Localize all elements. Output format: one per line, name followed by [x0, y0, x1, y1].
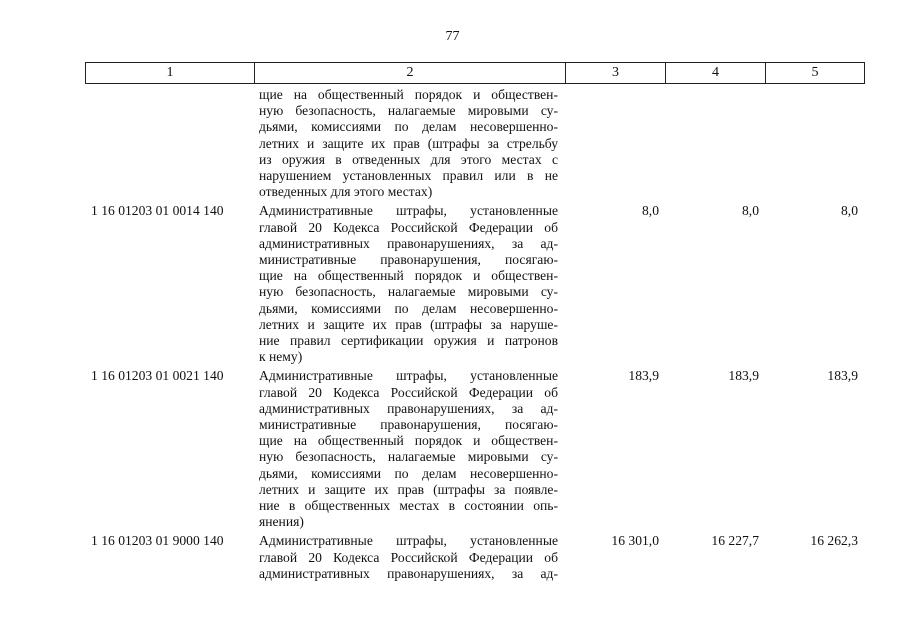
description-line: административных правонарушениях, за ад- [259, 565, 558, 581]
table-row [85, 203, 865, 365]
description-line: нарушением установленных правил или в не [259, 168, 558, 184]
description-line: янения) [259, 514, 304, 530]
table-body [85, 87, 865, 582]
table-row [85, 368, 865, 530]
description-cell [253, 533, 564, 582]
description-line: дьями, комиссиями по делам несовершенно- [259, 465, 558, 481]
description-line: главой 20 Кодекса Российской Федерации об [259, 549, 558, 565]
description-line: щие на общественный порядок и обществен- [259, 433, 558, 449]
description-line: ную безопасность, налагаемые мировыми су- [259, 449, 558, 465]
value-col5-cell: 8,0 [841, 203, 858, 219]
value-col5-cell: 183,9 [827, 368, 858, 384]
description-line: главой 20 Кодекса Российской Федерации об [259, 219, 558, 235]
column-header-1: 1 [166, 65, 174, 80]
description-line: летних и защите их прав (штрафы за наруше- [259, 316, 558, 332]
description-line: административных правонарушениях, за ад- [259, 400, 558, 416]
description-line: Административные штрафы, установленные [259, 203, 558, 219]
description-line: административных правонарушениях, за ад- [259, 235, 558, 251]
value-col4-cell: 16 227,7 [711, 533, 759, 549]
description-line: Административные штрафы, установленные [259, 368, 558, 384]
description-cell [253, 368, 564, 530]
description-line: ние в общественных местах в состоянии опь- [259, 498, 558, 514]
column-header-3: 3 [565, 63, 665, 83]
budget-code-cell: 1 16 01203 01 9000 140 [91, 533, 224, 549]
value-col4-cell [664, 87, 764, 200]
description-line: из оружия в отведенных для этого местах с [259, 151, 558, 167]
table-row [85, 533, 865, 582]
description-line: летних и защите их прав (штрафы за появле- [259, 481, 558, 497]
column-header-4: 4 [665, 63, 765, 83]
description-line: министративные правонарушения, посягаю- [259, 252, 558, 268]
column-header-5: 5 [765, 63, 864, 83]
value-col5-cell [764, 87, 863, 200]
description-line: ную безопасность, налагаемые мировыми су- [259, 284, 558, 300]
description-line: Административные штрафы, установленные [259, 533, 558, 549]
budget-code-cell: 1 16 01203 01 0021 140 [91, 368, 224, 384]
value-col3-cell: 16 301,0 [611, 533, 659, 549]
budget-code-cell: 1 16 01203 01 0014 140 [91, 203, 224, 219]
description-line: щие на общественный порядок и обществен- [259, 87, 558, 102]
budget-code-cell [85, 87, 253, 200]
description-cell [253, 87, 564, 200]
column-header-2: 2 [254, 63, 565, 83]
description-line: дьями, комиссиями по делам несовершенно- [259, 300, 558, 316]
description-cell [253, 203, 564, 365]
value-col3-cell: 183,9 [628, 368, 659, 384]
description-line: щие на общественный порядок и обществен- [259, 268, 558, 284]
value-col4-cell: 8,0 [742, 203, 759, 219]
description-line: главой 20 Кодекса Российской Федерации об [259, 384, 558, 400]
table-header-row [85, 62, 865, 84]
description-line: летних и защите их прав (штрафы за стрельбу [259, 135, 558, 151]
description-line: министративные правонарушения, посягаю- [259, 417, 558, 433]
value-col4-cell: 183,9 [728, 368, 759, 384]
value-col5-cell: 16 262,3 [810, 533, 858, 549]
page-number: 77 [445, 29, 460, 44]
value-col3-cell [564, 87, 664, 200]
description-line: ную безопасность, налагаемые мировыми су- [259, 103, 558, 119]
value-col3-cell: 8,0 [642, 203, 659, 219]
table-row [85, 87, 865, 200]
description-line: ние правил сертификации оружия и патронов [259, 333, 558, 349]
description-line: к нему) [259, 349, 303, 365]
description-line: отведенных для этого местах) [259, 184, 433, 200]
description-line: дьями, комиссиями по делам несовершенно- [259, 119, 558, 135]
